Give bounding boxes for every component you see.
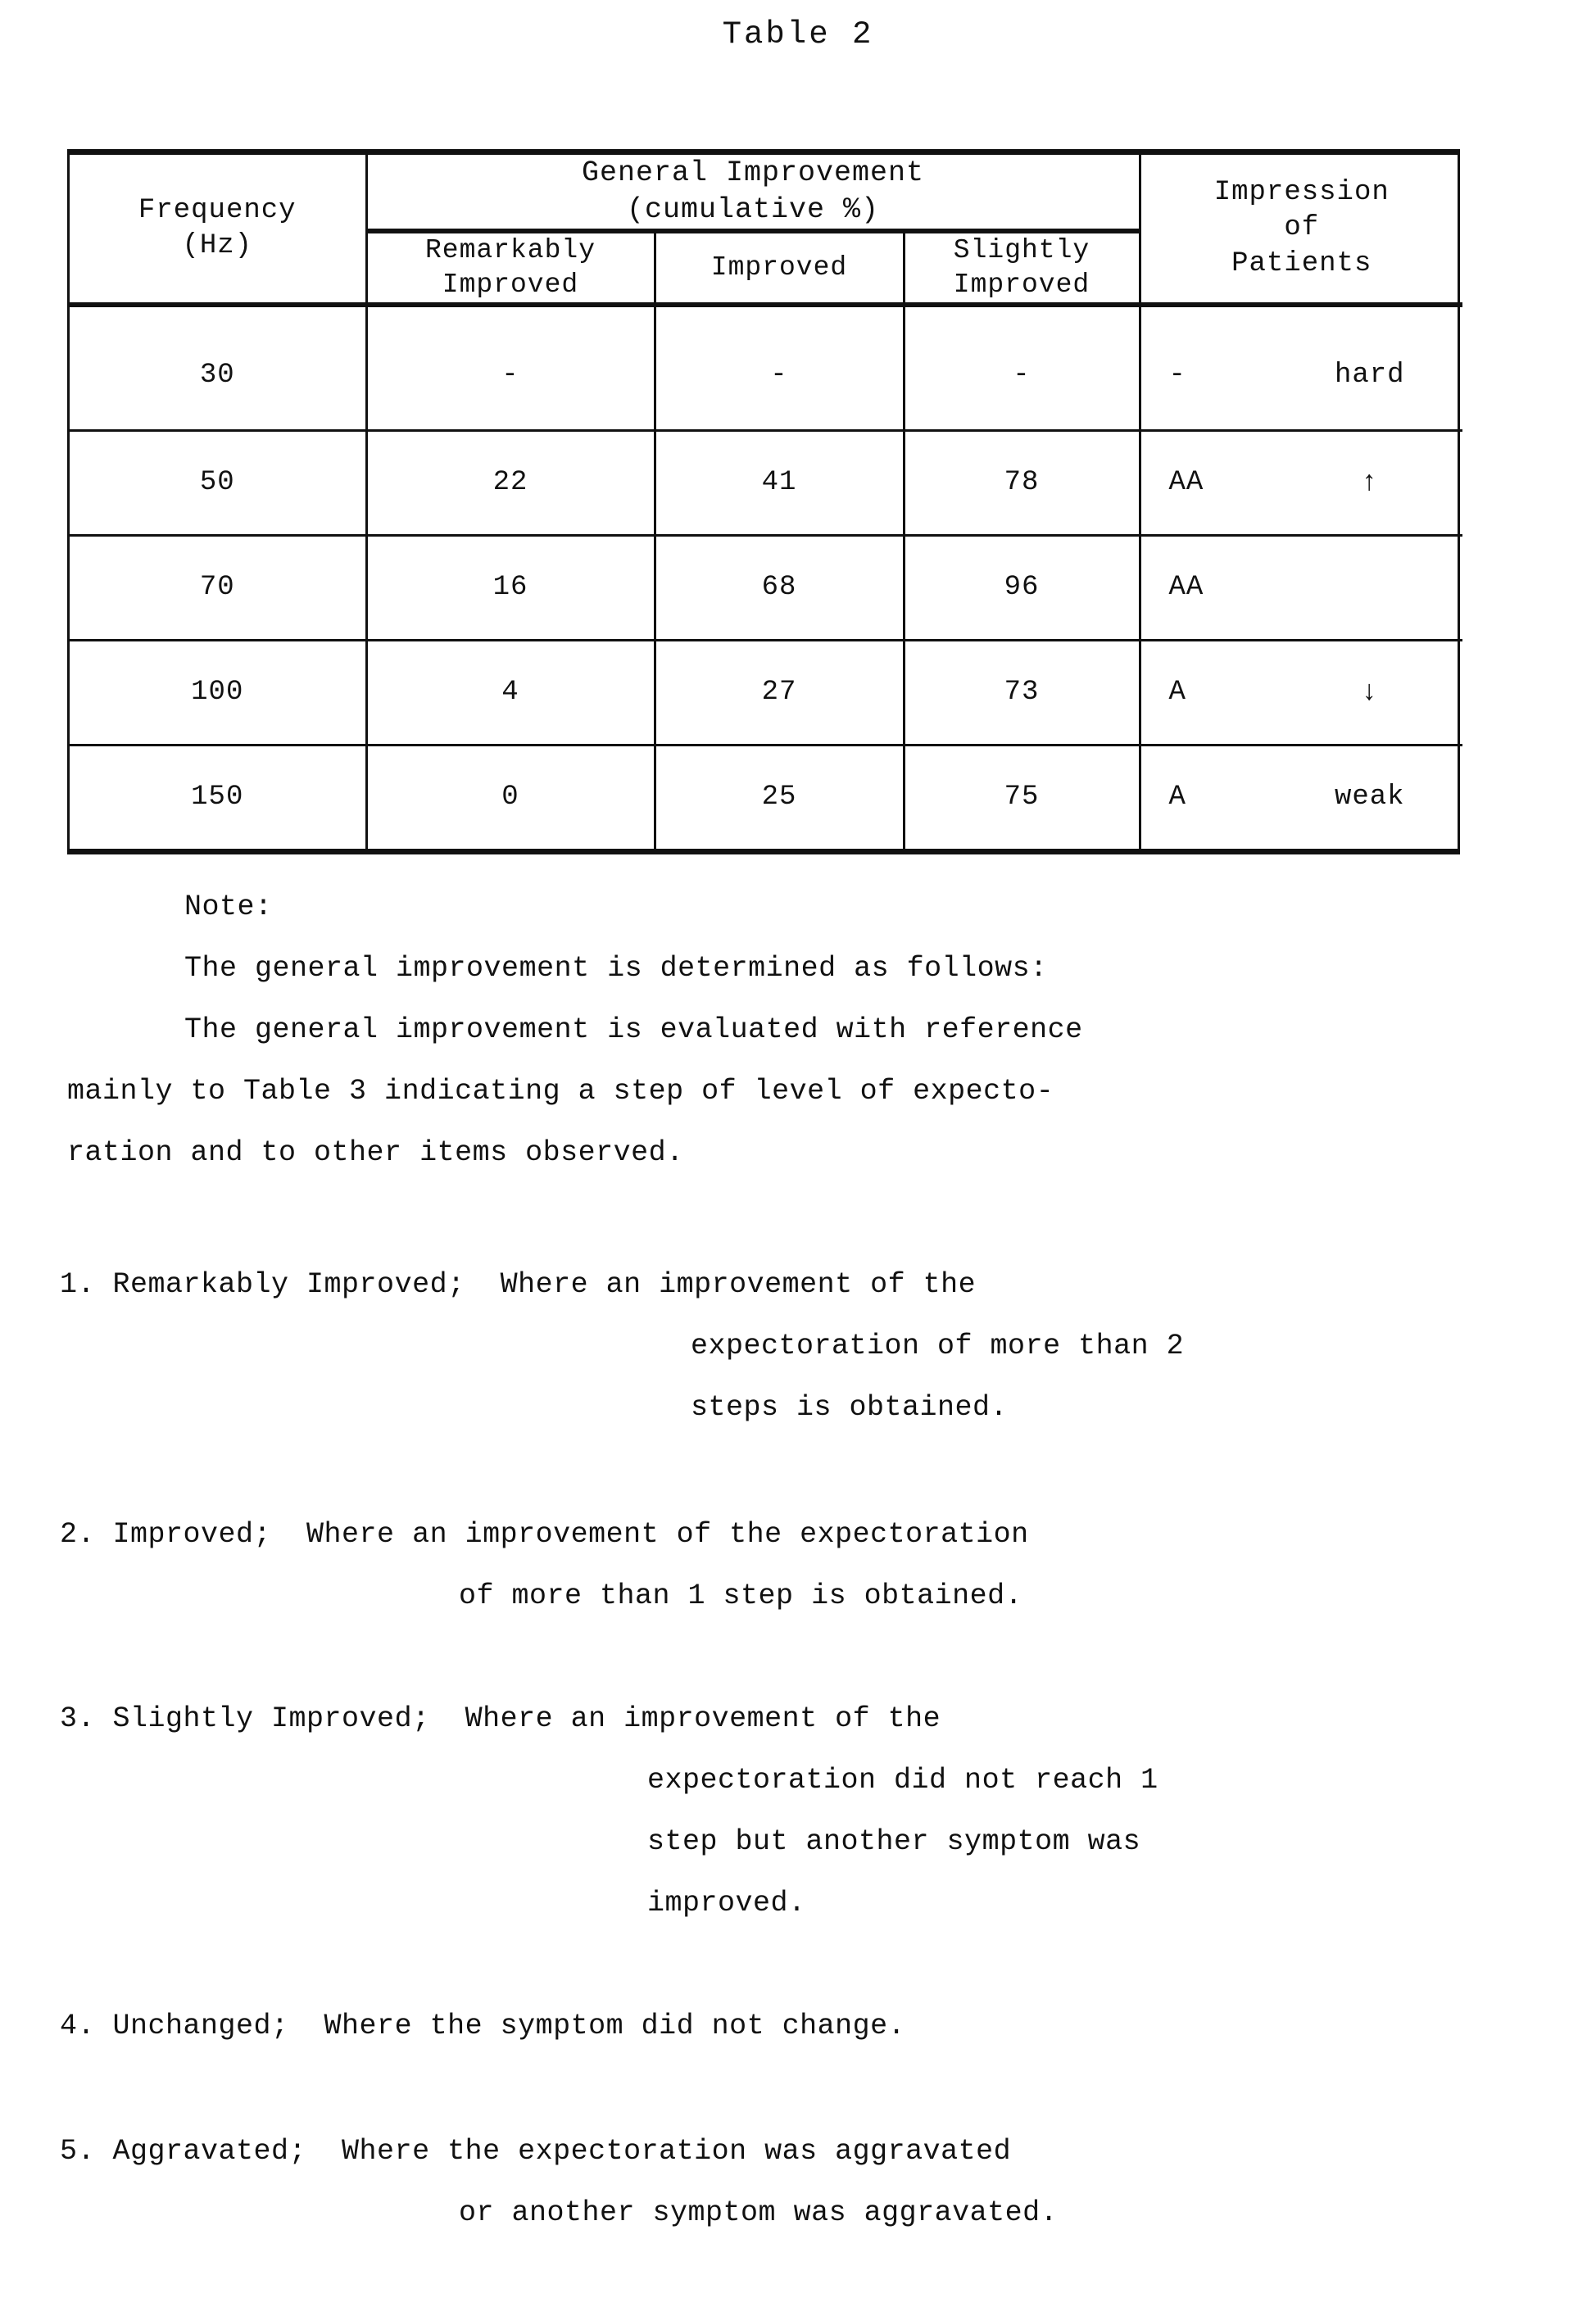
cell-frequency: 30 [70, 305, 366, 431]
definition-item-1-line-3: steps is obtained. [691, 1391, 1009, 1424]
definition-item-3-line-4: improved. [647, 1887, 806, 1919]
definition-item-4-line-1: 4. Unchanged; Where the symptom did not change. [60, 2010, 906, 2042]
cell-slightly-improved: 73 [904, 641, 1140, 746]
cell-improved: 25 [655, 746, 904, 849]
cell-remarkably-improved: 4 [366, 641, 655, 746]
note-line-4: ration and to other items observed. [67, 1136, 684, 1169]
cell-improved: 27 [655, 641, 904, 746]
impression-group [1141, 358, 1463, 394]
cell-frequency: 70 [70, 536, 366, 641]
note-line-1: The general improvement is determined as follows: [184, 952, 1048, 985]
cell-remarkably-improved: - [366, 305, 655, 431]
cell-improved: - [655, 305, 904, 431]
cell-improved: 41 [655, 431, 904, 536]
header-slightly-improved-line2: Improved [953, 269, 1090, 300]
impression-note: hard [1334, 359, 1405, 391]
cell-impression [1140, 305, 1462, 431]
header-slightly-improved-line1: Slightly [953, 234, 1090, 265]
impression-grade: A [1168, 781, 1186, 813]
definition-item-1-line-1: 1. Remarkably Improved; Where an improvement of the [60, 1268, 977, 1301]
cell-impression [1140, 746, 1462, 849]
impression-grade: - [1168, 359, 1186, 391]
table-row [70, 536, 1462, 641]
cell-slightly-improved: - [904, 305, 1140, 431]
header-impression-line3: Patients [1231, 247, 1372, 279]
table-row [70, 305, 1462, 431]
header-slightly-improved [904, 231, 1140, 305]
impression-group [1141, 570, 1463, 606]
impression-grade: AA [1168, 466, 1204, 498]
header-impression-line1: Impression [1213, 176, 1390, 208]
table-row [70, 431, 1462, 536]
impression-group [1141, 675, 1463, 711]
table-body [70, 305, 1462, 849]
definition-item-5-line-1: 5. Aggravated; Where the expectoration was aggravated [60, 2135, 1012, 2168]
cell-slightly-improved: 75 [904, 746, 1140, 849]
page-title: Table 2 [722, 16, 874, 52]
header-general-improvement-line2: (cumulative %) [626, 193, 880, 226]
header-frequency-line2: (Hz) [182, 230, 253, 262]
header-improved: Improved [655, 231, 904, 305]
definition-item-5-line-2: or another symptom was aggravated. [459, 2196, 1059, 2229]
impression-note: weak [1334, 781, 1405, 813]
arrow-up-icon: ↑ [1361, 467, 1379, 499]
cell-frequency: 100 [70, 641, 366, 746]
definition-item-3-line-1: 3. Slightly Improved; Where an improvement of the [60, 1702, 941, 1735]
header-remarkably-improved [366, 231, 655, 305]
definition-item-3-line-2: expectoration did not reach 1 [647, 1764, 1158, 1797]
cell-improved: 68 [655, 536, 904, 641]
table-header [70, 155, 1462, 305]
cell-frequency: 50 [70, 431, 366, 536]
header-remarkably-improved-line2: Improved [442, 269, 579, 300]
header-impression-line2: of [1284, 212, 1320, 244]
cell-remarkably-improved: 22 [366, 431, 655, 536]
impression-grade: AA [1168, 571, 1204, 603]
cell-impression [1140, 641, 1462, 746]
header-frequency-line1: Frequency [138, 194, 297, 226]
table-row [70, 746, 1462, 849]
definition-item-1-line-2: expectoration of more than 2 [691, 1330, 1185, 1362]
cell-slightly-improved: 96 [904, 536, 1140, 641]
header-frequency [70, 155, 366, 305]
results-table [70, 155, 1462, 849]
definition-item-3-line-3: step but another symptom was [647, 1825, 1141, 1858]
note-heading: Note: [184, 891, 273, 923]
arrow-down-icon: ↓ [1361, 677, 1379, 709]
cell-slightly-improved: 78 [904, 431, 1140, 536]
cell-remarkably-improved: 0 [366, 746, 655, 849]
header-remarkably-improved-line1: Remarkably [424, 234, 596, 265]
impression-grade: A [1168, 677, 1186, 709]
cell-impression [1140, 536, 1462, 641]
cell-impression [1140, 431, 1462, 536]
table-row [70, 641, 1462, 746]
impression-group [1141, 465, 1463, 501]
header-impression-of-patients [1140, 155, 1462, 305]
cell-remarkably-improved: 16 [366, 536, 655, 641]
definition-item-2-line-1: 2. Improved; Where an improvement of the expectoration [60, 1518, 1029, 1551]
cell-frequency: 150 [70, 746, 366, 849]
note-line-2: The general improvement is evaluated with reference [184, 1013, 1083, 1046]
impression-group [1141, 780, 1463, 816]
table-2-container [67, 149, 1460, 854]
header-general-improvement-line1: General Improvement [581, 156, 925, 189]
definition-item-2-line-2: of more than 1 step is obtained. [459, 1580, 1023, 1612]
note-line-3: mainly to Table 3 indicating a step of level of expecto- [67, 1075, 1054, 1108]
header-general-improvement [366, 155, 1140, 231]
